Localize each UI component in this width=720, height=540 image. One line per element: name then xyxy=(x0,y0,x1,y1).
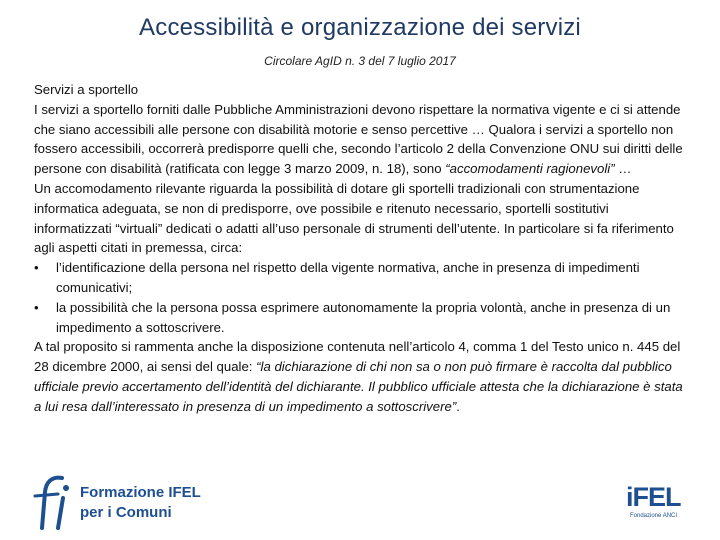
bullet-icon: • xyxy=(34,299,39,315)
body-text xyxy=(34,80,684,417)
ifel-logo-subtitle: Fondazione ANCI xyxy=(630,513,678,519)
paragraph-1-end: … xyxy=(614,161,632,177)
page-title: Accessibilità e organizzazione dei servizi xyxy=(139,14,581,41)
fi-logo-icon xyxy=(32,474,78,532)
list-item xyxy=(34,258,684,298)
paragraph-3 xyxy=(34,337,684,416)
list-item xyxy=(34,298,684,338)
logo-left-line2: per i Comuni xyxy=(80,504,172,521)
section-heading: Servizi a sportello xyxy=(34,82,139,97)
paragraph-3-end: . xyxy=(456,398,460,414)
paragraph-1-text: I servizi a sportello forniti dalle Pubbliche Amministrazioni devono rispettare la normativa vigente e ci si attende che siano accessibili alle persone con disabilità motorie e senso percettive … Qualora i servizi a sportello non fossero accessibili, occorrerà predisporre quelli che, secondo l’articolo 2 della Convenzione ONU sui diritti delle persone con disabilità (ratificata con legge 3 marzo 2009, n. 18), sono xyxy=(34,101,683,177)
subtitle: Circolare AgID n. 3 del 7 luglio 2017 xyxy=(264,54,456,68)
paragraph-2: Un accomodamento rilevante riguarda la possibilità di dotare gli sportelli tradizionali con strumentazione informatica adeguata, se non di predisporre, ove possibile e ritenuto necessario, sportelli sostitutivi informatizzati “virtuali” dedicati o adatti all’uso personale di strumenti dell’utente. In particolare si fa riferimento agli aspetti citati in premessa, circa: xyxy=(34,180,674,256)
ifel-logo-mark: iFEL xyxy=(626,482,681,512)
list-item-text: l’identificazione della persona nel rispetto della vigente normativa, anche in presenza di impedimenti comunicativi; xyxy=(56,260,640,295)
ifel-logo xyxy=(624,482,684,526)
list-item-text: la possibilità che la persona possa esprimere autonomamente la propria volontà, anche in presenza di un impedimento a sottoscrivere. xyxy=(56,299,671,335)
paragraph-1-quote: “accomodamenti ragionevoli” xyxy=(445,161,615,177)
logo-left-line1: Formazione IFEL xyxy=(80,484,201,501)
paragraph-3-quote: “la dichiarazione di chi non sa o non può firmare è raccolta dal pubblico ufficiale previo accertamento dell’identità del dichiarante. Il pubblico ufficiale attesta che la dichiarazione è stata a lui resa dall’interessato in presenza di un impedimento a sottoscrivere” xyxy=(34,359,683,414)
bullet-icon: • xyxy=(34,260,39,276)
paragraph-1 xyxy=(34,100,684,179)
paragraph-3-text: A tal proposito si rammenta anche la disposizione contenuta nell’articolo 4, comma 1 del Testo unico n. 445 del 28 dicembre 2000, ai sensi del quale: xyxy=(34,339,681,375)
formazione-ifel-logo xyxy=(32,474,232,532)
